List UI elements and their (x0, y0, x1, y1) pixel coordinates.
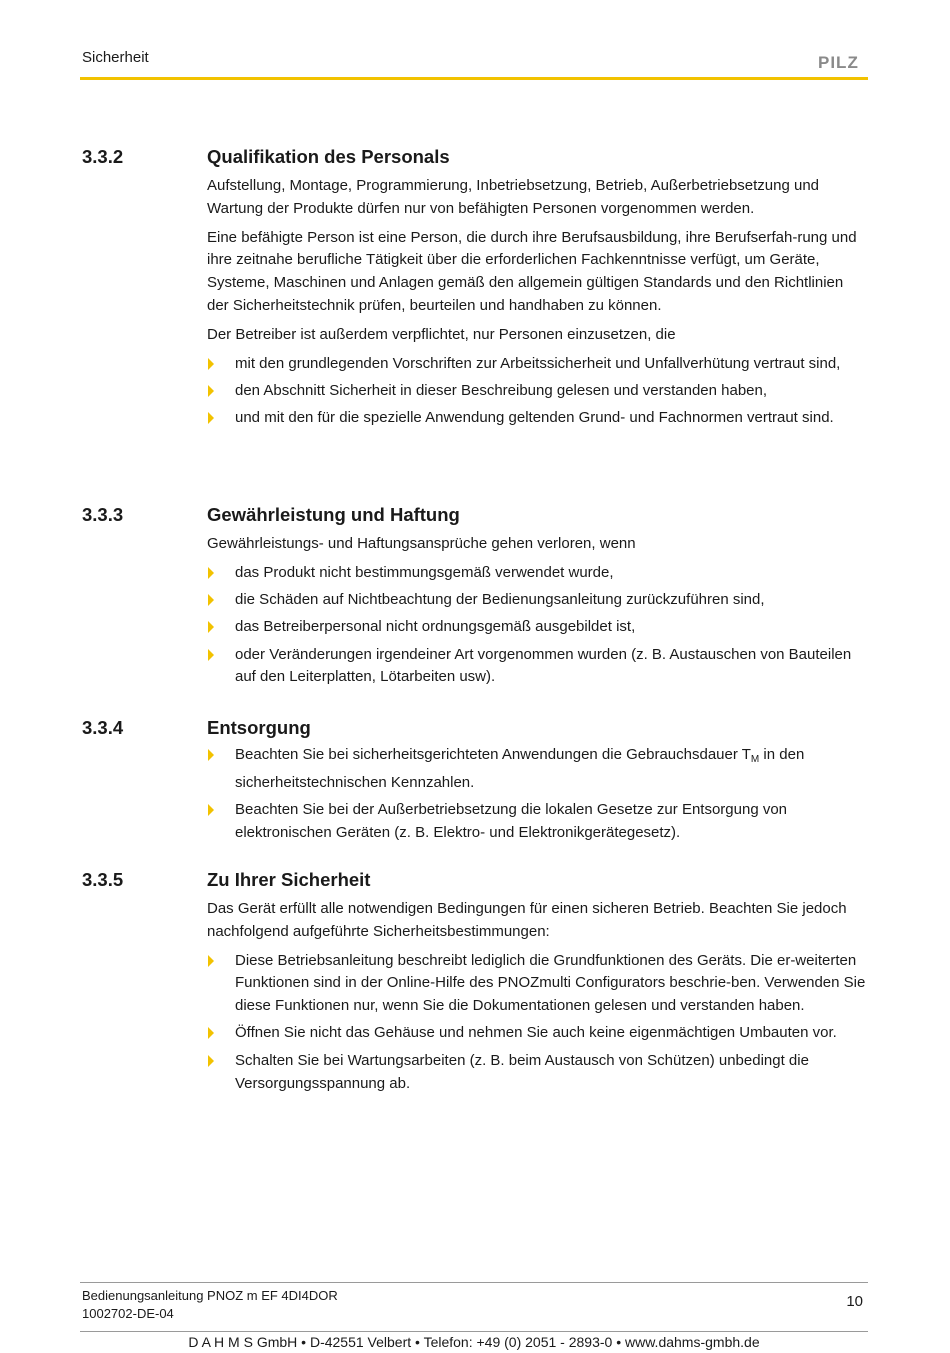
section-body (207, 898, 868, 1100)
list-item-text: die Schäden auf Nichtbeachtung der Bedienungsanleitung zurückzuführen sind, (235, 591, 765, 609)
paragraph: Das Gerät erfüllt alle notwendigen Bedingungen für einen sicheren Betrieb. Beachten Sie jedoch nachfolgend aufgeführte Sicherheitsbestimmungen: (207, 900, 847, 940)
page-number: 10 (846, 1293, 863, 1310)
list-item (207, 562, 868, 585)
list-item-text: Öffnen Sie nicht das Gehäuse und nehmen Sie auch keine eigenmächtigen Umbauten vor. (235, 1024, 837, 1042)
bullet-list (207, 744, 868, 845)
section-title: Entsorgung (207, 717, 311, 738)
triangle-bullet-icon (208, 804, 214, 816)
list-item (207, 407, 868, 430)
section-title: Qualifikation des Personals (207, 146, 450, 167)
triangle-bullet-icon (208, 567, 214, 579)
triangle-bullet-icon (208, 358, 214, 370)
list-item (207, 950, 868, 1018)
svg-text:PILZ: PILZ (818, 53, 859, 71)
list-item (207, 1050, 868, 1096)
triangle-bullet-icon (208, 412, 214, 424)
footer-rule (80, 1282, 868, 1283)
list-item-text: das Betreiberpersonal nicht ordnungsgemäß ausgebildet ist, (235, 618, 636, 636)
list-item (207, 744, 868, 795)
list-item (207, 1022, 868, 1045)
paragraph: Gewährleistungs- und Haftungsansprüche gehen verloren, wenn (207, 535, 636, 552)
section-number: 3.3.4 (82, 717, 124, 738)
triangle-bullet-icon (208, 385, 214, 397)
list-item-text: Schalten Sie bei Wartungsarbeiten (z. B. beim Austausch von Schützen) unbedingt die Versorgungsspannung ab. (235, 1051, 809, 1092)
triangle-bullet-icon (208, 1055, 214, 1067)
list-item-text: den Abschnitt Sicherheit in dieser Beschreibung gelesen und verstanden haben, (235, 381, 768, 399)
dealer-rule (80, 1331, 868, 1332)
subscript-m: M (750, 754, 760, 765)
section-number: 3.3.5 (82, 869, 124, 890)
paragraph: Der Betreiber ist außerdem verpflichtet, nur Personen einzusetzen, die (207, 325, 676, 343)
section-body (207, 533, 868, 694)
header-rule (80, 77, 868, 80)
triangle-bullet-icon (208, 955, 214, 967)
list-item-text: das Produkt nicht bestimmungsgemäß verwendet wurde, (235, 563, 614, 581)
footer-doc-number: 1002702-DE-04 (82, 1306, 174, 1321)
footer-doc-title: Bedienungsanleitung PNOZ m EF 4DI4DOR (82, 1288, 338, 1303)
paragraph: Eine befähigte Person ist eine Person, die durch ihre Berufsausbildung, ihre Berufserfah-rung und ihre zeitnahe berufliche Tätigkeit über die erforderlichen Fachkenntnisse verfügt, um Geräte, Systeme, Maschinen und Anlagen gemäß den allgemein gültigen Standards und den Richtlinien der Sicherheitstechnik prüfen, beurteilen und handhaben zu können. (207, 228, 857, 314)
list-item-text: Diese Betriebsanleitung beschreibt lediglich die Grundfunktionen des Geräts. Die er-weiterten Funktionen sind in der Online-Hilfe des PNOZmulti Configurators beschrie-ben. Verwenden Sie diese Funktionen nur, wenn Sie die Dokumentationen gelesen und verstanden haben. (235, 951, 866, 1015)
section-body (207, 744, 868, 849)
bullet-list (207, 950, 868, 1096)
list-item-text-end: in den sicherheitstechnischen Kennzahlen. (235, 746, 805, 791)
section-number: 3.3.2 (82, 146, 124, 167)
list-item-text: Beachten Sie bei der Außerbetriebsetzung die lokalen Gesetze zur Entsorgung von elektronischen Geräten (z. B. Elektro- und Elektronikgerätegesetz). (235, 801, 788, 841)
triangle-bullet-icon (208, 649, 214, 661)
paragraph: Aufstellung, Montage, Programmierung, Inbetriebsetzung, Betrieb, Außerbetriebsetzung und Wartung der Produkte dürfen nur von befähigten Personen vorgenommen werden. (207, 177, 820, 217)
list-item (207, 380, 868, 403)
list-item (207, 799, 868, 845)
list-item-text: mit den grundlegenden Vorschriften zur Arbeitssicherheit und Unfallverhütung vertraut sind, (235, 354, 841, 372)
section-title: Gewährleistung und Haftung (207, 504, 460, 525)
list-item (207, 353, 868, 376)
section-number: 3.3.3 (82, 504, 124, 525)
section-title: Zu Ihrer Sicherheit (207, 869, 371, 890)
section-body (207, 175, 868, 434)
pilz-logo (818, 53, 868, 71)
list-item-text: und mit den für die spezielle Anwendung geltenden Grund- und Fachnormen vertraut sind. (235, 409, 834, 427)
list-item (207, 589, 868, 612)
bullet-list (207, 562, 868, 689)
page-header-title: Sicherheit (82, 49, 149, 66)
bullet-list (207, 353, 868, 430)
list-item-text-start: Beachten Sie bei sicherheitsgerichteten Anwendungen die Gebrauchsdauer T (235, 746, 751, 763)
list-item (207, 616, 868, 639)
dealer-footer: D A H M S GmbH • D-42551 Velbert • Telefon: +49 (0) 2051 - 2893-0 • www.dahms-gmbh.de (188, 1334, 760, 1350)
list-item-text: oder Veränderungen irgendeiner Art vorgenommen wurden (z. B. Austauschen von Bauteilen auf den Leiterplatten, Lötarbeiten usw). (235, 645, 852, 686)
triangle-bullet-icon (208, 1027, 214, 1039)
triangle-bullet-icon (208, 749, 214, 761)
list-item (207, 644, 868, 690)
triangle-bullet-icon (208, 594, 214, 606)
triangle-bullet-icon (208, 621, 214, 633)
